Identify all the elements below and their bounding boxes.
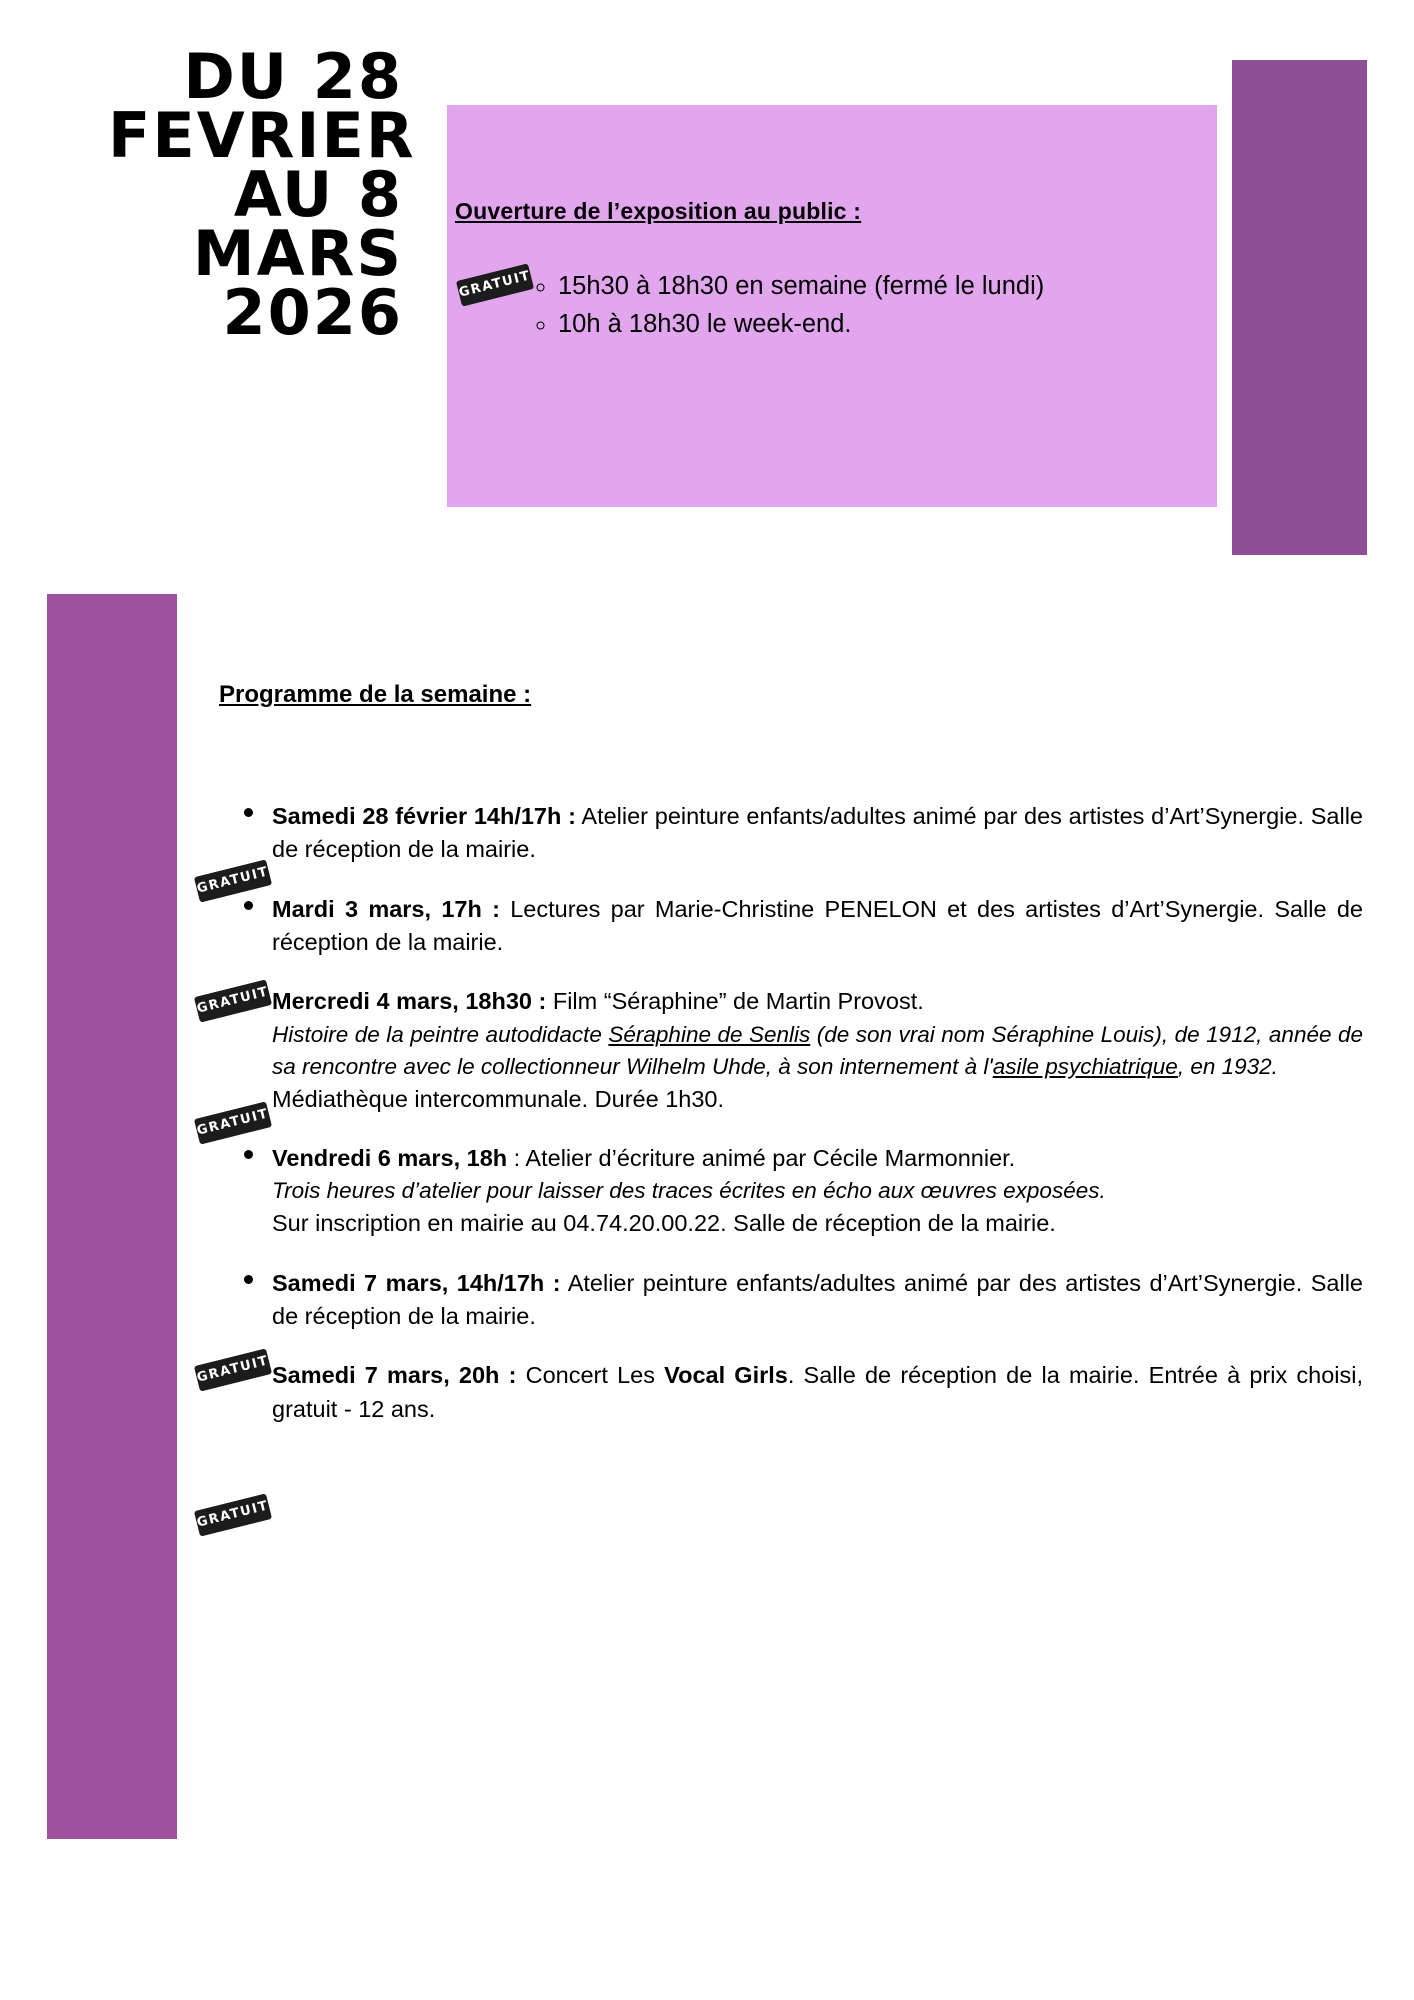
date-line-5: 2026 xyxy=(222,275,403,349)
list-item xyxy=(230,1267,1363,1334)
event-text: Lectures par Marie-Christine PENELON et des artistes d’Art’Synergie. Salle de réception de la mairie. xyxy=(272,895,1363,956)
date-line-1: DU 28 xyxy=(183,40,403,113)
free-stamp-icon: GRATUIT xyxy=(194,1493,272,1536)
list-item xyxy=(230,985,1363,1116)
free-stamp-icon: GRATUIT xyxy=(194,1348,272,1391)
event-text: Concert Les Vocal Girls. Salle de réception de la mairie. Entrée à prix choisi, gratuit - 12 ans. xyxy=(272,1362,1363,1422)
bullet-icon xyxy=(244,1150,253,1159)
bullet-icon xyxy=(244,808,253,817)
date-line-2: FEVRIER xyxy=(108,98,416,172)
event-date: Vendredi 6 mars, 18h xyxy=(272,1145,508,1172)
decorative-bar-top-right xyxy=(1232,60,1367,555)
list-item xyxy=(230,800,1363,867)
free-stamp-icon: GRATUIT xyxy=(194,979,272,1022)
date-line-3: AU 8 xyxy=(233,157,403,231)
event-text: Atelier peinture enfants/adultes animé par des artistes d’Art’Synergie. Salle de réception de la mairie. xyxy=(272,803,1363,863)
bullet-icon xyxy=(244,901,253,910)
event-text: Atelier peinture enfants/adultes animé par des artistes d’Art’Synergie. Salle de réception de la mairie. xyxy=(272,1269,1363,1330)
list-item xyxy=(230,1359,1363,1426)
programme-title: Programme de la semaine : xyxy=(219,681,532,708)
event-description-italic: Trois heures d’atelier pour laisser des traces écrites en écho aux œuvres exposées. xyxy=(272,1178,1106,1204)
event-date: Mercredi 4 mars, 18h30 : xyxy=(272,988,547,1015)
bullet-icon xyxy=(244,1275,253,1284)
event-date-heading xyxy=(108,40,416,349)
list-item xyxy=(230,893,1363,960)
event-text: Film “Séraphine” de Martin Provost. xyxy=(546,988,924,1015)
decorative-bar-left xyxy=(47,594,177,1839)
list-item xyxy=(230,1142,1363,1241)
event-date: Samedi 28 février 14h/17h : xyxy=(272,803,576,829)
event-description: Sur inscription en mairie au 04.74.20.00.22. Salle de réception de la mairie. xyxy=(272,1210,1056,1237)
programme-event-list xyxy=(230,800,1363,1452)
free-stamp-icon: GRATUIT xyxy=(194,1101,272,1144)
date-line-4: MARS xyxy=(192,216,403,290)
event-date: Samedi 7 mars, 20h : xyxy=(272,1362,517,1389)
event-description: Médiathèque intercommunale. Durée 1h30. xyxy=(272,1085,724,1112)
event-description-italic: Histoire de la peintre autodidacte Séraphine de Senlis (de son vrai nom Séraphine Louis), de 1912, année de sa rencontre avec le collectionneur Wilhelm Uhde, à son internement à l'asile psychiatrique, en 1932. xyxy=(272,1021,1363,1079)
event-date: Samedi 7 mars, 14h/17h : xyxy=(272,1269,561,1296)
event-text: : Atelier d’écriture animé par Cécile Marmonnier. xyxy=(507,1145,1016,1172)
opening-hours-list xyxy=(530,268,1198,344)
event-date: Mardi 3 mars, 17h : xyxy=(272,895,500,922)
free-stamp-icon: GRATUIT xyxy=(194,859,272,902)
list-item: ◦ 10h à 18h30 le week-end. xyxy=(558,306,1198,342)
free-stamp-icon: GRATUIT xyxy=(456,263,534,306)
opening-hours-title: Ouverture de l’exposition au public : xyxy=(455,198,862,224)
list-item: ◦ 15h30 à 18h30 en semaine (fermé le lundi) xyxy=(558,268,1198,304)
